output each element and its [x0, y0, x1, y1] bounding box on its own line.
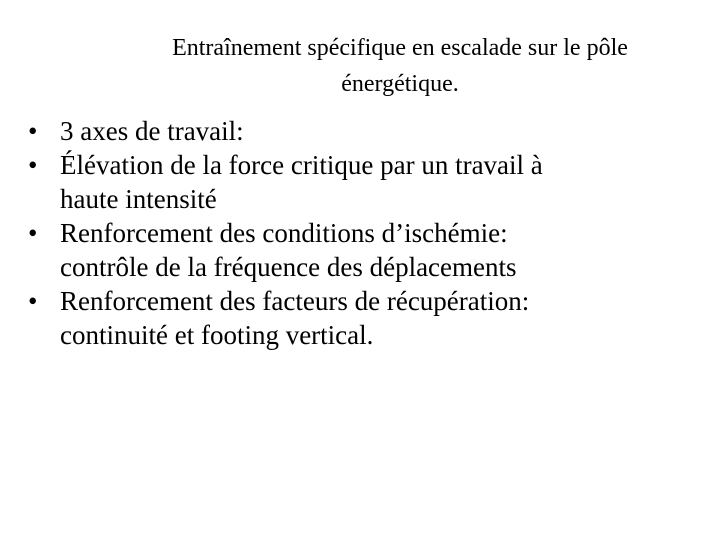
- bullet-item: [28, 216, 688, 284]
- bullet-text-line: Élévation de la force critique par un travail à: [60, 150, 543, 180]
- bullet-item: [28, 114, 688, 148]
- bullet-icon: •: [28, 286, 38, 316]
- bullet-icon: •: [28, 116, 38, 146]
- slide-title: [40, 30, 720, 102]
- bullet-item: [28, 284, 688, 352]
- slide-title-line: Entraînement spécifique en escalade sur le pôle: [172, 35, 628, 61]
- bullet-text-line: haute intensité: [60, 184, 217, 214]
- bullet-item: [28, 148, 688, 216]
- bullet-icon: •: [28, 150, 38, 180]
- bullet-text-line: contrôle de la fréquence des déplacements: [60, 252, 517, 282]
- bullet-list: [28, 114, 688, 352]
- bullet-text-line: Renforcement des conditions d’ischémie:: [60, 218, 508, 248]
- bullet-icon: •: [28, 218, 38, 248]
- slide-title-line: énergétique.: [341, 71, 459, 97]
- bullet-text-line: 3 axes de travail:: [60, 116, 244, 146]
- bullet-text-line: continuité et footing vertical.: [60, 320, 374, 350]
- bullet-text-line: Renforcement des facteurs de récupération:: [60, 286, 530, 316]
